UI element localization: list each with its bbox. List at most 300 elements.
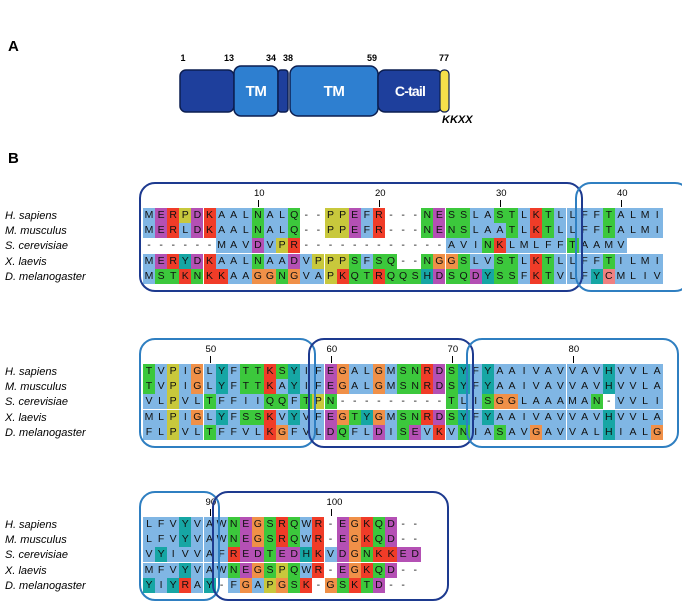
residue: V [325,547,337,562]
residue: - [328,563,333,576]
residue: F [143,425,155,440]
residue: - [340,239,345,252]
residue: A [228,269,240,284]
residue: I [651,394,663,409]
residue: F [228,410,240,425]
position-tick-label: 30 [495,188,507,199]
residue: L [143,517,155,532]
residue: N [421,208,433,223]
residue: A [312,269,324,284]
residue: D [337,547,349,562]
residue: F [579,254,591,269]
residue: A [240,269,252,284]
residue: F [579,269,591,284]
residue: F [155,517,167,532]
residue: L [240,208,252,223]
species-label: M. musculus [5,534,67,547]
residue: Q [399,269,408,282]
residue: D [325,425,337,440]
domain-architecture-diagram [170,50,510,125]
residue: A [579,410,591,425]
residue: W [216,563,227,576]
residue: D [433,364,445,379]
residue: - [328,518,333,530]
residue: Y [143,578,155,593]
residue: P [325,254,337,269]
species-label: H. sapiens [5,366,57,378]
residue: A [216,254,228,269]
residue: V [615,238,627,253]
residue: W [216,533,227,546]
residue: V [143,547,155,562]
species-label: D. melanogaster [5,270,86,283]
position-tick-label: 20 [374,188,386,199]
residue: V [300,254,312,269]
residue: P [312,254,324,269]
residue: L [567,223,579,238]
residue: P [337,208,349,223]
residue: A [204,563,216,578]
residue: P [276,563,288,578]
residue: V [567,410,579,425]
residue: Q [278,395,287,408]
residue: F [312,379,324,394]
residue: S [446,364,458,379]
residue: T [252,379,264,394]
residue: A [615,223,627,238]
residue: L [518,394,530,409]
residue: T [542,254,554,269]
residue: L [240,254,252,269]
residue: - [413,254,417,267]
residue: I [518,364,530,379]
residue: A [494,364,506,379]
residue: K [530,223,542,238]
residue: K [216,269,228,284]
residue: F [228,364,240,379]
residue: V [567,379,579,394]
residue: P [167,425,179,440]
residue: G [350,533,359,546]
residue: I [167,547,179,562]
residue: T [361,578,373,593]
residue: - [401,578,405,591]
residue: S [409,269,421,284]
residue: V [591,410,603,425]
residue: L [204,410,216,425]
position-label-1: 1 [180,53,186,63]
residue: S [264,563,276,578]
species-label: X. laevis [5,564,47,577]
residue: Q [290,209,299,221]
residue: N [446,223,458,238]
residue: M [144,269,154,282]
residue: A [228,223,240,238]
residue: K [349,578,361,593]
residue: L [627,208,639,223]
residue: A [228,254,240,269]
residue: A [506,364,518,379]
position-label-38: 38 [282,53,294,63]
residue: I [470,425,482,440]
residue: L [506,238,518,253]
residue: N [409,364,421,379]
residue: L [155,425,167,440]
residue: L [518,254,530,269]
residue: - [389,224,393,237]
residue: F [312,364,324,379]
residue: R [276,532,288,547]
residue: - [377,395,381,408]
residue: A [228,208,240,223]
residue: Y [288,364,300,379]
residue: S [373,254,385,269]
residue: V [191,532,203,547]
residue: W [301,533,312,546]
residue: Y [288,410,300,425]
residue: V [530,410,542,425]
residue: S [397,379,409,394]
residue: - [401,224,405,237]
residue: N [409,379,421,394]
residue: V [615,379,627,394]
residue: M [604,239,614,252]
residue: - [352,239,357,252]
residue: A [216,208,228,223]
residue: E [240,547,252,562]
residue: A [264,223,276,238]
residue: G [193,365,202,377]
residue: K [530,254,542,269]
residue: S [240,410,252,425]
residue: V [615,364,627,379]
residue: A [579,379,591,394]
residue: A [349,364,361,379]
residue: S [494,425,506,440]
residue: S [506,269,518,284]
residue: I [615,425,627,440]
residue: I [615,254,627,269]
residue: F [470,379,482,394]
residue: A [627,425,639,440]
domain-label-ctail: C-tail [394,83,426,99]
residue: G [241,578,250,591]
residue: T [506,223,518,238]
residue: - [365,395,369,408]
residue: M [640,209,650,221]
residue: F [470,364,482,379]
residue: R [421,379,433,394]
residue: Q [290,563,299,576]
residue: A [446,238,458,253]
residue: A [530,394,542,409]
species-label: D. melanogaster [5,426,86,439]
residue: Y [179,517,191,532]
residue: Q [290,533,299,546]
residue: Q [265,395,275,408]
residue: E [349,208,361,223]
residue: L [191,394,203,409]
residue: A [204,547,216,562]
residue: P [264,578,276,593]
residue: T [603,223,615,238]
residue: G [653,425,662,438]
species-label: X. laevis [5,255,47,268]
residue: G [193,380,202,393]
residue: N [276,269,288,284]
residue: F [155,532,167,547]
residue: M [386,410,396,423]
residue: D [373,578,385,593]
residue: V [458,238,470,253]
species-label: S. cerevisiae [5,240,68,253]
residue: T [542,269,554,284]
residue: G [374,410,383,423]
residue: R [373,269,385,284]
residue: - [207,239,212,252]
residue: A [494,379,506,394]
residue: V [300,269,312,284]
residue: V [554,364,566,379]
residue: T [603,254,615,269]
residue: K [361,517,373,532]
residue: G [338,410,347,423]
residue: S [252,410,264,425]
residue: Y [155,547,167,562]
residue: K [204,208,216,223]
residue: H [603,379,615,394]
residue: C [603,269,615,284]
position-tick-label: 40 [616,188,628,199]
residue: F [228,425,240,440]
residue: F [591,254,603,269]
residue: R [167,208,179,223]
residue: A [494,223,506,238]
residue: K [337,269,349,284]
residue: S [397,364,409,379]
residue: Q [338,425,347,438]
residue: G [290,269,299,282]
residue: L [518,223,530,238]
residue: P [312,394,324,409]
residue: P [325,269,337,284]
residue: L [204,379,216,394]
residue: K [264,425,276,440]
residue: K [204,223,216,238]
residue: I [385,425,397,440]
residue: V [155,364,167,379]
position-tick-label: 50 [205,344,217,355]
residue: V [518,425,530,440]
region-box [139,491,220,601]
residue: - [171,239,175,252]
residue: T [204,394,216,409]
residue: V [167,517,179,532]
residue: R [228,547,240,562]
species-label: D. melanogaster [5,579,86,592]
residue: D [191,254,203,269]
residue: - [413,209,417,221]
position-tick-label: 90 [205,497,217,508]
residue: R [167,223,179,238]
residue: V [191,517,203,532]
residue: R [421,364,433,379]
residue: Q [350,269,359,282]
residue: I [300,364,312,379]
species-label: S. cerevisiae [5,549,68,562]
residue: L [567,208,579,223]
residue: - [437,395,442,408]
residue: P [276,238,288,253]
residue: A [579,394,591,409]
residue: L [155,394,167,409]
residue: Y [216,410,228,425]
residue: G [265,269,275,282]
region-box [139,338,316,448]
residue: H [300,547,312,562]
position-label-77: 77 [438,53,450,63]
residue: S [397,410,409,425]
residue: M [386,380,396,393]
residue: V [554,410,566,425]
residue: G [338,365,347,377]
residue: N [421,254,433,269]
residue: A [579,238,591,253]
residue: K [433,425,445,440]
residue: V [167,563,179,578]
residue: G [435,254,444,267]
position-tick-label: 60 [326,344,338,355]
residue: - [425,239,430,252]
residue: D [191,208,203,223]
residue: V [554,269,566,284]
species-label: H. sapiens [5,210,57,222]
residue: G [253,269,262,282]
residue: T [240,379,252,394]
residue: S [482,394,494,409]
residue: M [144,209,154,221]
residue: A [482,208,494,223]
residue: S [458,208,470,223]
domain-segment-linker [278,70,288,112]
residue: A [542,394,554,409]
residue: S [337,578,349,593]
residue: E [240,563,252,578]
residue: V [482,254,494,269]
residue: I [240,394,252,409]
residue: - [401,395,405,408]
residue: K [264,379,276,394]
residue: L [627,269,639,284]
residue: D [433,379,445,394]
residue: Y [482,379,494,394]
residue: V [179,394,191,409]
residue: - [159,239,163,252]
residue: T [542,223,554,238]
residue: - [365,239,369,252]
residue: - [437,239,442,252]
residue: - [328,533,333,546]
residue: V [240,425,252,440]
residue: M [616,269,626,282]
membrane-region-box [308,338,473,448]
residue: F [554,238,566,253]
residue: G [326,578,335,591]
residue: P [167,379,179,394]
residue: V [567,425,579,440]
residue: K [204,254,216,269]
residue: S [264,517,276,532]
residue: F [361,254,373,269]
residue: V [179,547,191,562]
residue: A [494,410,506,425]
residue: E [397,547,409,562]
residue: A [615,208,627,223]
residue: G [495,395,504,408]
residue: G [374,365,383,377]
residue: L [591,425,603,440]
residue: E [155,208,167,223]
residue: N [228,517,240,532]
residue: N [482,238,494,253]
residue: R [276,517,288,532]
residue: R [312,532,324,547]
residue: A [651,379,663,394]
residue: N [252,208,264,223]
residue: S [446,269,458,284]
residue: Y [179,532,191,547]
residue: L [361,379,373,394]
residue: I [179,379,191,394]
residue: F [216,547,228,562]
residue: - [401,518,405,530]
residue: V [264,238,276,253]
residue: F [228,578,240,593]
species-label: X. laevis [5,411,47,424]
residue: K [264,410,276,425]
residue: L [639,394,651,409]
residue: L [179,223,191,238]
residue: Q [374,518,383,530]
residue: E [433,208,445,223]
residue: H [603,410,615,425]
residue: Y [458,410,470,425]
residue: - [413,239,417,252]
residue: F [470,410,482,425]
residue: L [639,410,651,425]
residue: M [640,224,650,237]
residue: M [386,365,396,377]
residue: T [300,394,312,409]
residue: F [288,425,300,440]
residue: A [542,364,554,379]
residue: V [240,238,252,253]
residue: G [253,518,262,530]
residue: A [591,238,603,253]
position-label-59: 59 [366,53,378,63]
residue: T [349,410,361,425]
residue: L [191,425,203,440]
domain-label-tm1: TM [245,83,267,100]
species-label: S. cerevisiae [5,396,68,409]
residue: K [373,547,385,562]
residue: F [312,410,324,425]
residue: H [603,364,615,379]
residue: L [470,254,482,269]
residue: D [433,269,445,284]
residue: L [639,379,651,394]
residue: L [627,254,639,269]
